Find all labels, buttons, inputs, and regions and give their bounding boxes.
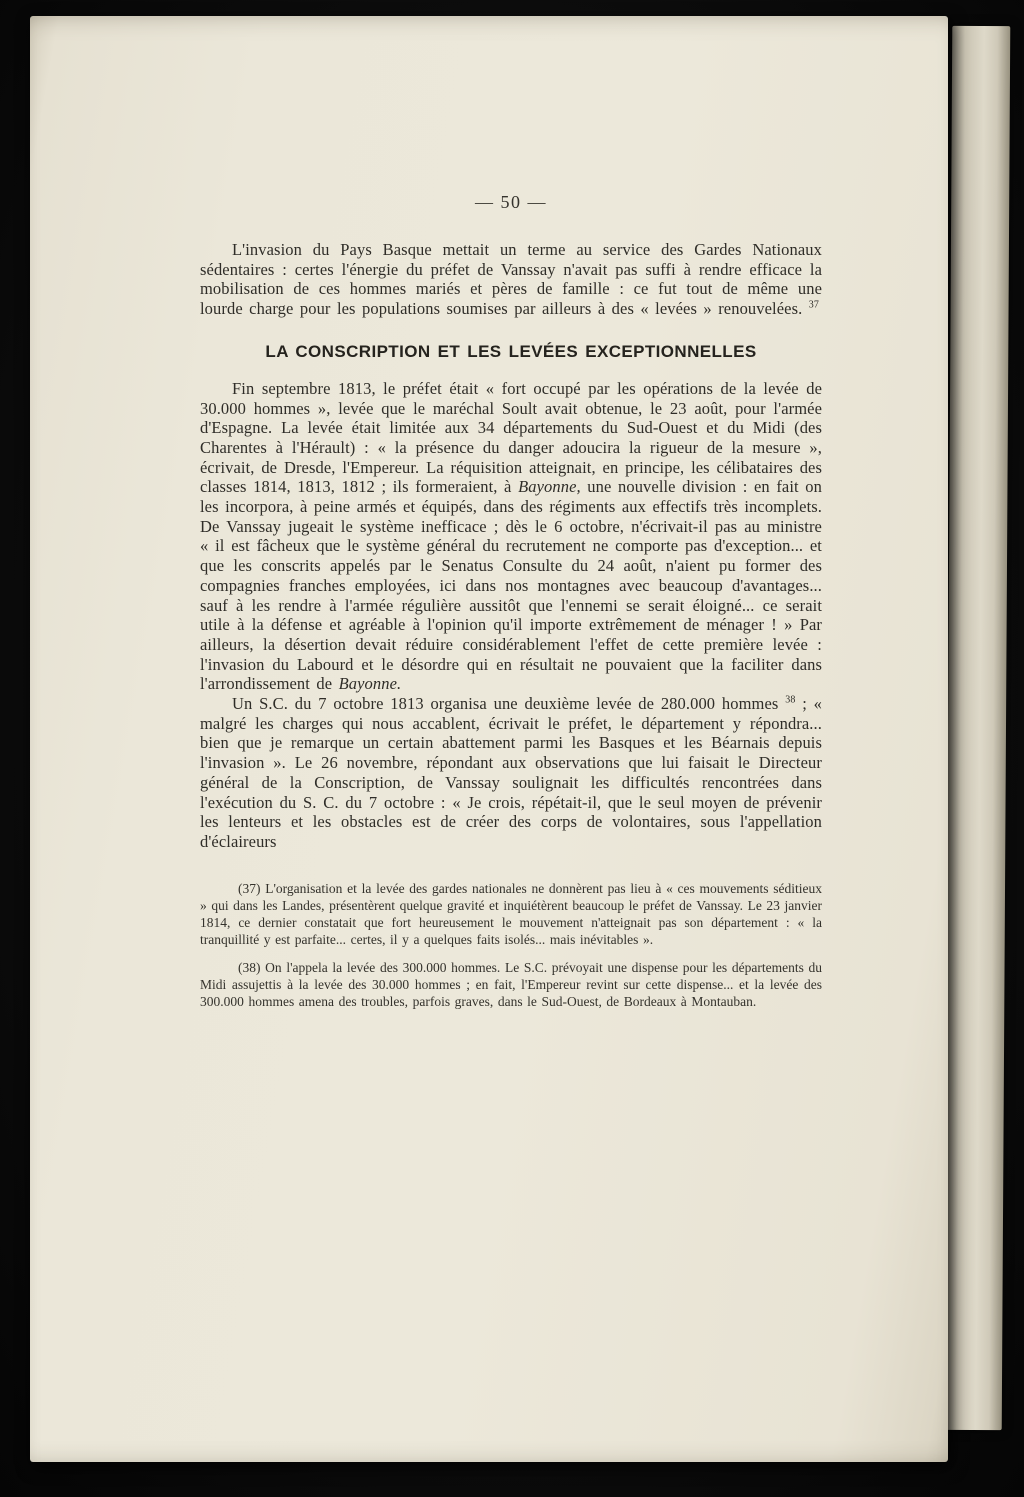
page-content: [200, 192, 822, 1020]
footnotes-block: [200, 880, 822, 1010]
adjacent-page-edge: [944, 26, 1011, 1430]
paragraph-conscription: Fin septembre 1813, le préfet était « fort occupé par les opérations de la levée de 30.000 hommes », levée que le maréchal Soult avait obtenue, le 23 août, pour l'armée d'Espagne. La levée était limitée aux 34 départements du Sud-Ouest et du Midi (des Charentes à l'Hérault) : « la présence du danger adoucira la rigueur de la mesure », écrivait, de Dresde, l'Empereur. La réquisition atteignait, en principe, les célibataires des classes 1814, 1813, 1812 ; ils formeraient, à Bayonne, une nouvelle division : en fait on les incorpora, à peine armés et équipés, dans des régiments aux effectifs très incomplets. De Vanssay jugeait le système inefficace ; dès le 6 octobre, n'écrivait-il pas au ministre « il est fâcheux que le système général du recrutement ne comporte pas d'exception... et que les conscrits appelés par le Senatus Consulte du 24 août, n'aient pu former des compagnies franches employées, ici dans nos montagnes avec beaucoup d'avantages... sauf à les rendre à l'armée régulière aussitôt que l'ennemi se serait éloigné... ce serait utile à la défense et agréable à l'opinion qu'il importe extrêmement de ménager ! » Par ailleurs, la désertion devait réduire considérablement l'effet de cette première levée : l'invasion du Labourd et le désordre qui en résultait ne pouvaient que la faciliter dans l'arrondissement de Bayonne.: [200, 378, 823, 694]
section-heading: LA CONSCRIPTION ET LES LEVÉES EXCEPTIONNELLES: [265, 341, 757, 361]
paragraph-second-levee: Un S.C. du 7 octobre 1813 organisa une deuxième levée de 280.000 hommes $^{38}$ ; « malgré les charges qui nous accablent, écrivait le préfet, le département y répondra... bien que je remarque un certain abattement parmi les Basques et les Béarnais depuis l'invasion ». Le 26 novembre, répondant aux observations que lui faisait le Directeur général de la Conscription, de Vanssay soulignait les difficultés rencontrées dans l'exécution du S. C. du 7 octobre : « Je crois, répétait-il, que le seul moyen de prévenir les lenteurs et les obstacles est de créer des corps de volontaires, sous l'appellation d'éclaireurs: [200, 694, 822, 851]
page-number: — 50 —: [475, 192, 547, 212]
footnote-37: (37) L'organisation et la levée des gardes nationales ne donnèrent pas lieu à « ces mouvements séditieux » qui dans les Landes, présentèrent quelque gravité et inquiétèrent beaucoup le préfet de Vanssay. Le 23 janvier 1814, ce dernier constatait que fort heureusement le mouvement n'atteignait pas son département : « la tranquillité y est parfaite... certes, il y a quelques faits isolés... mais inévitables ».: [200, 880, 822, 948]
footnote-38: (38) On l'appela la levée des 300.000 hommes. Le S.C. prévoyait une dispense pour les départements du Midi assujettis à la levée des 30.000 hommes ; en fait, l'Empereur revint sur cette dispense... et la levée des 300.000 hommes amena des troubles, parfois graves, dans le Sud-Ouest, de Bordeaux à Montauban.: [200, 959, 822, 1009]
book-page: [30, 16, 948, 1462]
paragraph-intro: L'invasion du Pays Basque mettait un terme au service des Gardes Nationaux sédentaires : certes l'énergie du préfet de Vanssay n'avait pas suffi à rendre efficace la mobilisation de ces hommes mariés et pères de famille : ce fut tout de même une lourde charge pour les populations soumises par ailleurs à des « levées » renouvelées. $^{37}$: [200, 240, 822, 319]
